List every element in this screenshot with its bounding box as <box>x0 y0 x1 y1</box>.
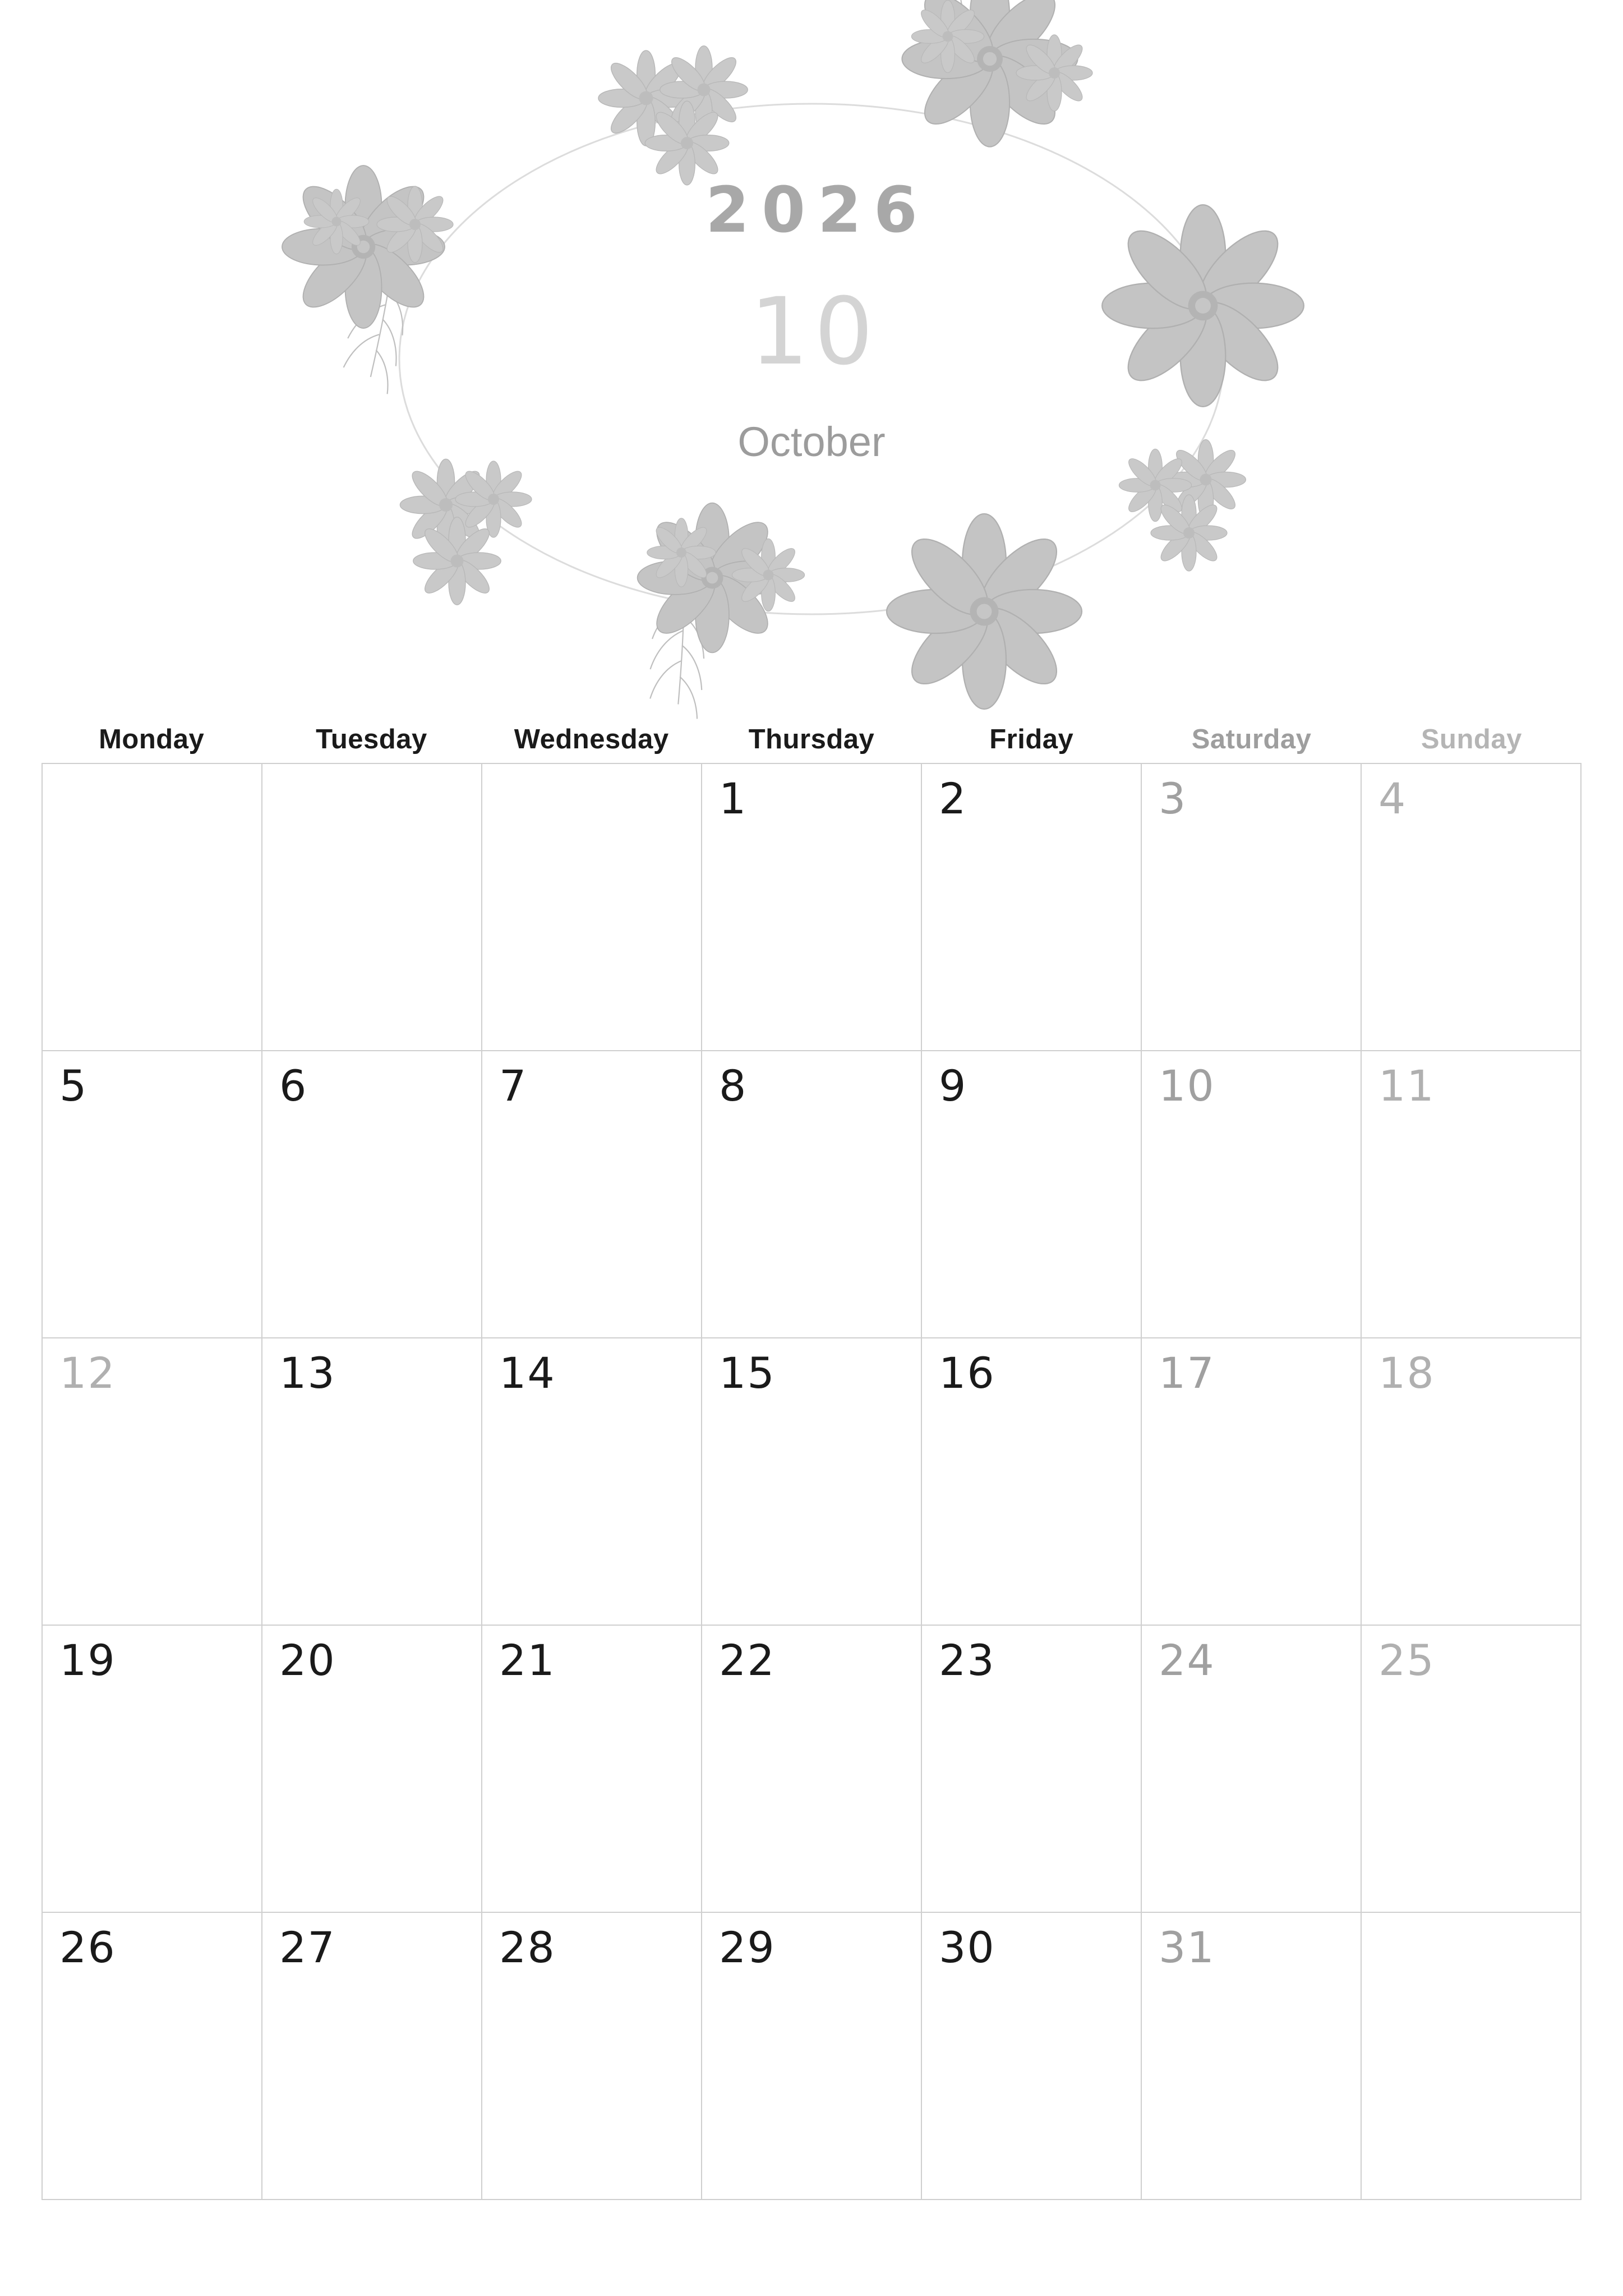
day-number: 28 <box>499 1922 556 1972</box>
calendar-day-cell[interactable] <box>1142 764 1362 1051</box>
day-number: 10 <box>1159 1061 1215 1111</box>
weekday-label-monday: Monday <box>99 724 205 754</box>
day-number: 14 <box>499 1348 556 1398</box>
day-number: 11 <box>1378 1061 1435 1111</box>
calendar-month-name: October <box>737 418 886 465</box>
calendar-day-cell[interactable] <box>702 764 922 1051</box>
calendar-day-cell[interactable] <box>1362 1051 1581 1338</box>
calendar-day-cell[interactable] <box>1142 1626 1362 1913</box>
day-number: 25 <box>1378 1635 1435 1685</box>
day-number: 18 <box>1378 1348 1435 1398</box>
calendar-day-cell[interactable] <box>482 1626 702 1913</box>
calendar-day-cell[interactable] <box>1362 764 1581 1051</box>
calendar-day-cell[interactable] <box>43 1913 262 2200</box>
calendar-day-cell[interactable] <box>43 1051 262 1338</box>
calendar-day-cell[interactable] <box>1142 1913 1362 2200</box>
calendar-day-cell[interactable] <box>1142 1051 1362 1338</box>
weekday-label-friday: Friday <box>989 724 1074 754</box>
calendar-day-cell[interactable] <box>262 1051 482 1338</box>
day-number: 2 <box>939 774 967 823</box>
weekday-label-thursday: Thursday <box>748 724 875 754</box>
calendar-cell-empty <box>43 764 262 1051</box>
day-number: 23 <box>939 1635 995 1685</box>
calendar-day-cell[interactable] <box>922 764 1142 1051</box>
day-number: 31 <box>1159 1922 1215 1972</box>
weekday-header-row <box>42 724 1581 755</box>
day-number: 19 <box>59 1635 116 1685</box>
calendar-day-cell[interactable] <box>702 1913 922 2200</box>
day-number: 15 <box>719 1348 776 1398</box>
calendar-day-cell[interactable] <box>922 1051 1142 1338</box>
day-number: 21 <box>499 1635 556 1685</box>
day-number: 22 <box>719 1635 776 1685</box>
day-number: 29 <box>719 1922 776 1972</box>
calendar-cell-empty <box>262 764 482 1051</box>
day-number: 17 <box>1159 1348 1215 1398</box>
day-number: 24 <box>1159 1635 1215 1685</box>
weekday-label-saturday: Saturday <box>1191 724 1312 754</box>
calendar-cell-empty <box>482 764 702 1051</box>
day-number: 4 <box>1378 774 1407 823</box>
calendar-day-cell[interactable] <box>482 1338 702 1626</box>
calendar-day-cell[interactable] <box>922 1913 1142 2200</box>
calendar-day-cell[interactable] <box>43 1626 262 1913</box>
floral-wreath-decoration <box>0 0 1623 724</box>
weekday-label-sunday: Sunday <box>1421 724 1522 754</box>
calendar-day-cell[interactable] <box>1142 1338 1362 1626</box>
calendar-day-cell[interactable] <box>482 1913 702 2200</box>
calendar-day-cell[interactable] <box>482 1051 702 1338</box>
calendar-header <box>0 0 1623 724</box>
calendar-day-cell[interactable] <box>43 1338 262 1626</box>
calendar-day-cell[interactable] <box>1362 1338 1581 1626</box>
calendar-cell-empty <box>1362 1913 1581 2200</box>
day-number: 12 <box>59 1348 116 1398</box>
day-number: 27 <box>279 1922 336 1972</box>
calendar-day-cell[interactable] <box>262 1913 482 2200</box>
weekday-label-tuesday: Tuesday <box>316 724 427 754</box>
day-number: 20 <box>279 1635 336 1685</box>
calendar-day-cell[interactable] <box>262 1626 482 1913</box>
calendar-month-number: 10 <box>750 278 879 385</box>
calendar-day-cell[interactable] <box>922 1338 1142 1626</box>
calendar-day-cell[interactable] <box>702 1338 922 1626</box>
day-number: 7 <box>499 1061 528 1111</box>
calendar-day-cell[interactable] <box>1362 1626 1581 1913</box>
calendar-day-cell[interactable] <box>702 1051 922 1338</box>
day-number: 5 <box>59 1061 88 1111</box>
day-number: 30 <box>939 1922 995 1972</box>
day-number: 8 <box>719 1061 748 1111</box>
weekday-label-wednesday: Wednesday <box>514 724 669 754</box>
day-number: 9 <box>939 1061 967 1111</box>
calendar-body <box>42 724 1581 2200</box>
calendar-day-cell[interactable] <box>262 1338 482 1626</box>
day-number: 16 <box>939 1348 995 1398</box>
calendar-year: 2026 <box>706 174 930 247</box>
calendar-day-cell[interactable] <box>922 1626 1142 1913</box>
calendar-day-cell[interactable] <box>702 1626 922 1913</box>
day-number: 3 <box>1159 774 1187 823</box>
day-number: 13 <box>279 1348 336 1398</box>
day-number: 6 <box>279 1061 308 1111</box>
day-number: 26 <box>59 1922 116 1972</box>
day-number: 1 <box>719 774 748 823</box>
calendar-day-grid <box>42 763 1581 2200</box>
